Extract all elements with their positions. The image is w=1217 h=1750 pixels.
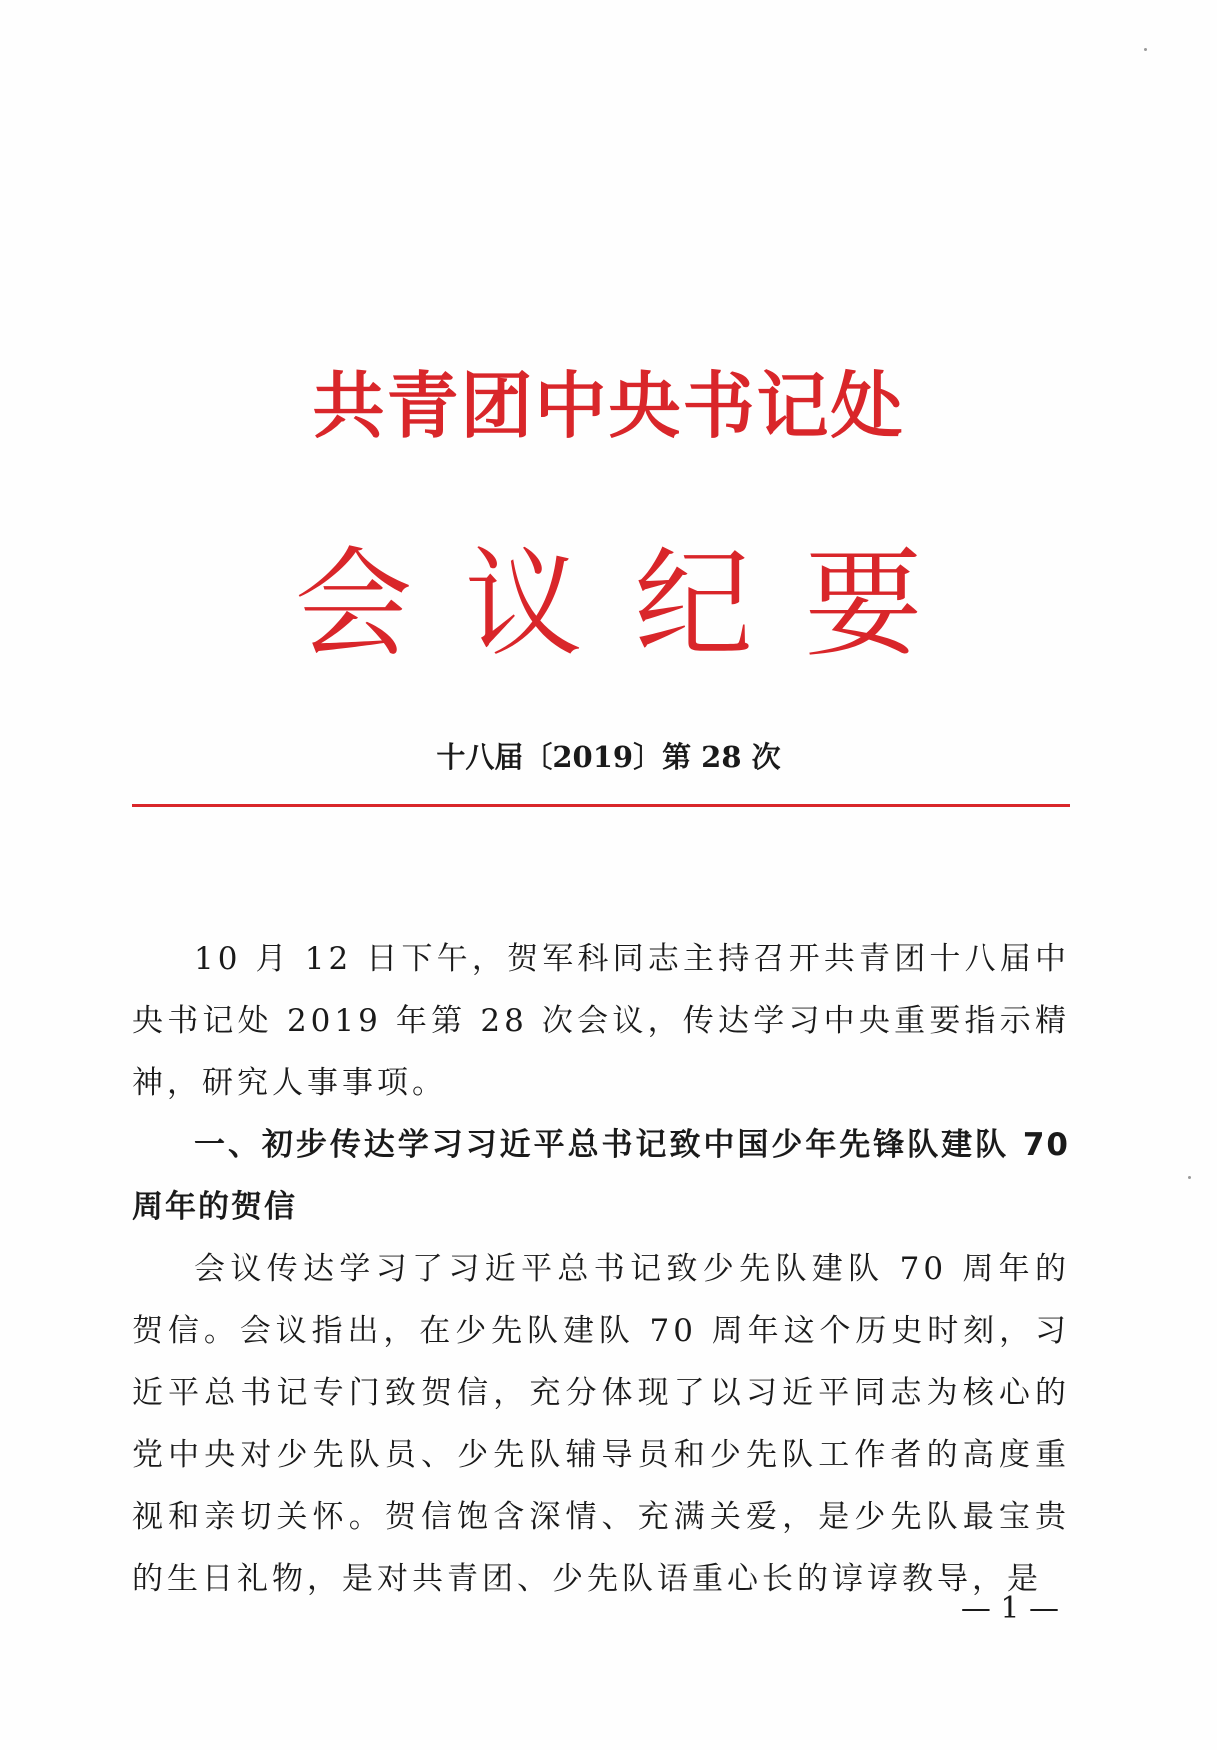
section-1-heading: 一、初步传达学习习近平总书记致中国少年先锋队建队 70 周年的贺信 [132, 1127, 1070, 1225]
document-body [132, 928, 1070, 1610]
scan-speck [1188, 1176, 1191, 1179]
issue-number: 十八届〔2019〕第 28 次 [436, 740, 781, 774]
organization-title: 共青团中央书记处 [312, 363, 905, 448]
section-1-paragraph: 会议传达学习了习近平总书记致少先队建队 70 周年的贺信。会议指出，在少先队建队 70 周年这个历史时刻，习近平总书记专门致贺信，充分体现了以习近平同志为核心的党中央对少先队员、少先队辅导员和少先队工作者的高度重视和亲切关怀。贺信饱含深情、充满关爱，是少先队最宝贵的生日礼物，是对共青团、少先队语重心长的谆谆教导，是 [132, 1251, 1070, 1597]
scan-speck [1144, 48, 1147, 51]
page-number: — 1 — [960, 1591, 1059, 1626]
intro-paragraph: 10 月 12 日下午，贺军科同志主持召开共青团十八届中央书记处 2019 年第 28 次会议，传达学习中央重要指示精神，研究人事事项。 [132, 941, 1070, 1101]
red-separator-line [132, 804, 1070, 807]
document-type-title: 会议纪要 [294, 535, 975, 673]
